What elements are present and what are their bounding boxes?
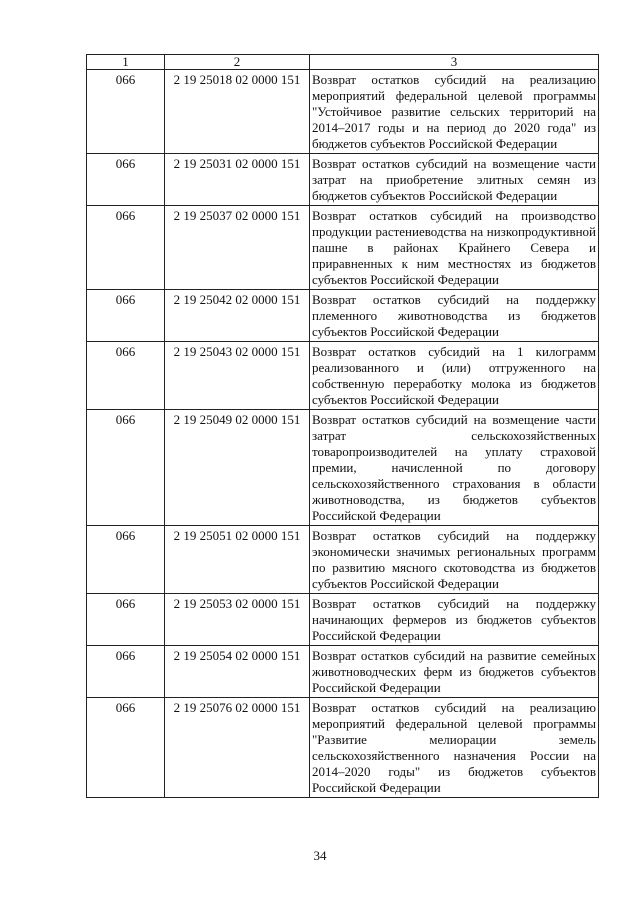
description-cell: Возврат остатков субсидий на развитие семейных животноводческих ферм из бюджетов субъектов Российской Федерации	[310, 646, 599, 698]
table-row	[87, 154, 599, 206]
budget-code-cell: 2 19 25018 02 0000 151	[165, 70, 310, 154]
budget-code-cell: 2 19 25037 02 0000 151	[165, 206, 310, 290]
description-cell: Возврат остатков субсидий на поддержку начинающих фермеров из бюджетов субъектов Российской Федерации	[310, 594, 599, 646]
header-row	[87, 55, 599, 70]
budget-code-cell: 2 19 25053 02 0000 151	[165, 594, 310, 646]
table-row	[87, 206, 599, 290]
page-number: 34	[313, 848, 327, 863]
budget-code-cell: 2 19 25042 02 0000 151	[165, 290, 310, 342]
budget-code-cell: 2 19 25076 02 0000 151	[165, 698, 310, 798]
table-row	[87, 698, 599, 798]
description-cell: Возврат остатков субсидий на реализацию мероприятий федеральной целевой программы "Развитие мелиорации земель сельскохозяйственного назначения России на 2014–2020 годы" из бюджетов субъектов Российской Федерации	[310, 698, 599, 798]
description-cell: Возврат остатков субсидий на производство продукции растениеводства на низкопродуктивной пашне в районах Крайнего Севера и приравненных к ним местностях из бюджетов субъектов Российской Федерации	[310, 206, 599, 290]
table-row	[87, 410, 599, 526]
column-header-3: 3	[310, 55, 599, 70]
table-row	[87, 526, 599, 594]
admin-code-cell: 066	[87, 698, 165, 798]
budget-code-cell: 2 19 25043 02 0000 151	[165, 342, 310, 410]
table-header	[87, 55, 599, 70]
admin-code-cell: 066	[87, 594, 165, 646]
table-row	[87, 70, 599, 154]
admin-code-cell: 066	[87, 526, 165, 594]
admin-code-cell: 066	[87, 410, 165, 526]
column-header-1: 1	[87, 55, 165, 70]
description-cell: Возврат остатков субсидий на 1 килограмм реализованного и (или) отгруженного на собственную переработку молока из бюджетов субъектов Российской Федерации	[310, 342, 599, 410]
admin-code-cell: 066	[87, 206, 165, 290]
table-row	[87, 342, 599, 410]
admin-code-cell: 066	[87, 646, 165, 698]
description-cell: Возврат остатков субсидий на возмещение части затрат сельскохозяйственных товаропроизводителей на уплату страховой премии, начисленной по договору сельскохозяйственного страхования в области животноводства, из бюджетов субъектов Российской Федерации	[310, 410, 599, 526]
description-cell: Возврат остатков субсидий на поддержку племенного животноводства из бюджетов субъектов Российской Федерации	[310, 290, 599, 342]
budget-code-cell: 2 19 25049 02 0000 151	[165, 410, 310, 526]
table-row	[87, 290, 599, 342]
description-cell: Возврат остатков субсидий на возмещение части затрат на приобретение элитных семян из бюджетов субъектов Российской Федерации	[310, 154, 599, 206]
budget-codes-table	[86, 54, 599, 798]
table-row	[87, 594, 599, 646]
budget-code-cell: 2 19 25031 02 0000 151	[165, 154, 310, 206]
description-cell: Возврат остатков субсидий на поддержку экономически значимых региональных программ по развитию мясного скотоводства из бюджетов субъектов Российской Федерации	[310, 526, 599, 594]
table-body	[87, 70, 599, 798]
budget-code-cell: 2 19 25054 02 0000 151	[165, 646, 310, 698]
admin-code-cell: 066	[87, 290, 165, 342]
admin-code-cell: 066	[87, 154, 165, 206]
budget-code-cell: 2 19 25051 02 0000 151	[165, 526, 310, 594]
admin-code-cell: 066	[87, 342, 165, 410]
column-header-2: 2	[165, 55, 310, 70]
description-cell: Возврат остатков субсидий на реализацию мероприятий федеральной целевой программы "Устойчивое развитие сельских территорий на 2014–2017 годы и на период до 2020 года" из бюджетов субъектов Российской Федерации	[310, 70, 599, 154]
table-row	[87, 646, 599, 698]
admin-code-cell: 066	[87, 70, 165, 154]
